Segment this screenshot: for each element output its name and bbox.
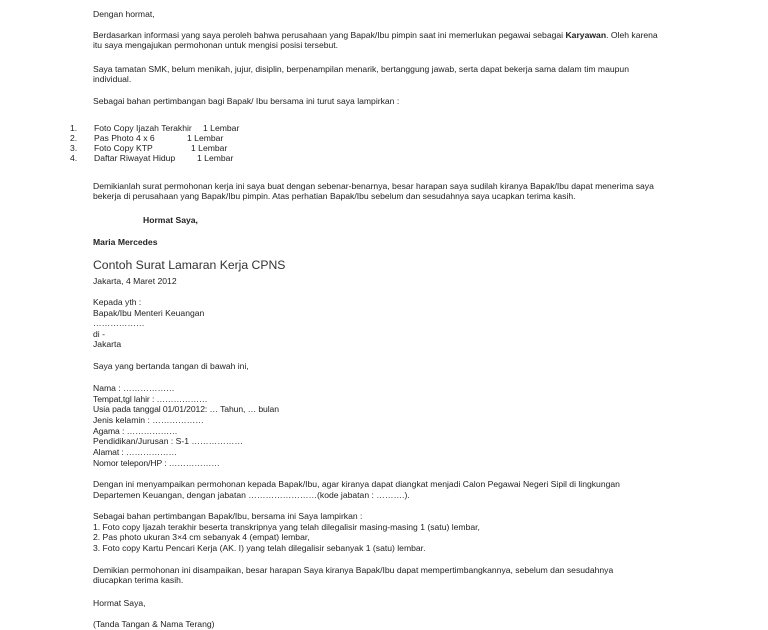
list-item-name: Foto Copy Ijazah Terakhir <box>94 123 192 133</box>
list-item-qty: 1 Lembar <box>191 143 228 153</box>
list-number: 4. <box>70 153 78 163</box>
position-name: Karyawan <box>565 30 607 40</box>
attach-item: 3. Foto copy Kartu Pencari Kerja (AK. I) yang telah dilegalisir sebanyak 1 (satu) lembar. <box>93 543 426 553</box>
request-line-1: Dengan ini menyampaikan permohonan kepada Bapak/Ibu, agar kiranya dapat diangkat menjadi Calon Pegawai Negeri Sipil di lingkungan <box>93 479 620 489</box>
list-item-name: Pas Photo 4 x 6 <box>94 133 155 143</box>
recipient-di: di - <box>93 329 105 339</box>
closing-line-1: Demikian permohonan ini disampaikan, besar harapan Saya kiranya Bapak/Ibu dapat mempertimbangkannya, sebelum dan sesudahnya <box>93 565 614 575</box>
field-birth: Tempat,tgl lahir : ……………… <box>93 394 208 404</box>
list-item-qty: 1 Lembar <box>187 133 224 143</box>
greeting: Dengan hormat, <box>93 9 155 19</box>
regards-2: Hormat Saya, <box>93 598 146 608</box>
recipient-placeholder: ……………… <box>93 318 145 328</box>
paragraph-attachments-intro: Sebagai bahan pertimbangan bagi Bapak/ Ibu bersama ini turut saya lampirkan : <box>93 96 400 106</box>
recipient-city: Jakarta <box>93 339 122 349</box>
signature-placeholder: (Tanda Tangan & Nama Terang) <box>93 619 215 629</box>
field-education: Pendidikan/Jurusan : S-1 ……………… <box>93 436 243 446</box>
paragraph-intro <box>93 30 663 51</box>
field-name: Nama : ……………… <box>93 383 175 393</box>
list-item-name: Foto Copy KTP <box>94 143 153 153</box>
closing-line-2: diucapkan terima kasih. <box>93 575 184 585</box>
field-phone: Nomor telepon/HP : ……………… <box>93 458 220 468</box>
field-gender: Jenis kelamin : ……………… <box>93 415 204 425</box>
list-number: 3. <box>70 143 78 153</box>
paragraph-intro-tail: . Oleh karena itu saya mengajukan permohonan untuk mengisi posisi tersebut. <box>93 30 658 51</box>
list-number: 1. <box>70 123 78 133</box>
page-title: Contoh Surat Lamaran Kerja CPNS <box>93 258 286 272</box>
field-age: Usia pada tanggal 01/01/2012: … Tahun, … bulan <box>93 404 279 414</box>
recipient-name: Bapak/Ibu Menteri Keuangan <box>93 308 205 318</box>
attach-item: 1. Foto copy Ijazah terakhir beserta transkripnya yang telah dilegalisir masing-masing 1 (satu) lembar, <box>93 522 480 532</box>
regards: Hormat Saya, <box>143 215 198 225</box>
paragraph-profile: Saya tamatan SMK, belum menikah, jujur, disiplin, berpenampilan menarik, bertanggung jawab, serta dapat bekerja sama dalam tim maupun individual. <box>93 64 629 85</box>
recipient-label: Kepada yth : <box>93 297 142 307</box>
field-religion: Agama : ……………… <box>93 426 178 436</box>
paragraph-closing: Demikianlah surat permohonan kerja ini saya buat dengan sebenar-benarnya, besar harapan saya sudilah kiranya Bapak/Ibu dapat menerima saya bekerja di perusahaan yang Bapak/Ibu pimpin. Atas perhatian Bapak/Ibu sebelum dan sesudahnya saya ucapkan terima kasih. <box>93 181 654 202</box>
list-item-name: Daftar Riwayat Hidup <box>94 153 176 163</box>
applicant-intro: Saya yang bertanda tangan di bawah ini, <box>93 361 249 371</box>
list-number: 2. <box>70 133 78 143</box>
list-item-qty: 1 Lembar <box>203 123 240 133</box>
paragraph-intro-text: Berdasarkan informasi yang saya peroleh bahwa perusahaan yang Bapak/Ibu pimpin saat ini memerlukan pegawai sebagai <box>93 30 566 40</box>
signer-name: Maria Mercedes <box>93 237 158 247</box>
field-address: Alamat : ……………… <box>93 447 177 457</box>
attach-item: 2. Pas photo ukuran 3×4 cm sebanyak 4 (empat) lembar, <box>93 532 310 542</box>
list-item-qty: 1 Lembar <box>197 153 234 163</box>
letter-date: Jakarta, 4 Maret 2012 <box>93 276 177 286</box>
request-line-2: Departemen Keuangan, dengan jabatan ……………………(kode jabatan : ……….). <box>93 490 410 500</box>
attach-intro: Sebagai bahan pertimbangan Bapak/Ibu, bersama ini Saya lampirkan : <box>93 511 363 521</box>
